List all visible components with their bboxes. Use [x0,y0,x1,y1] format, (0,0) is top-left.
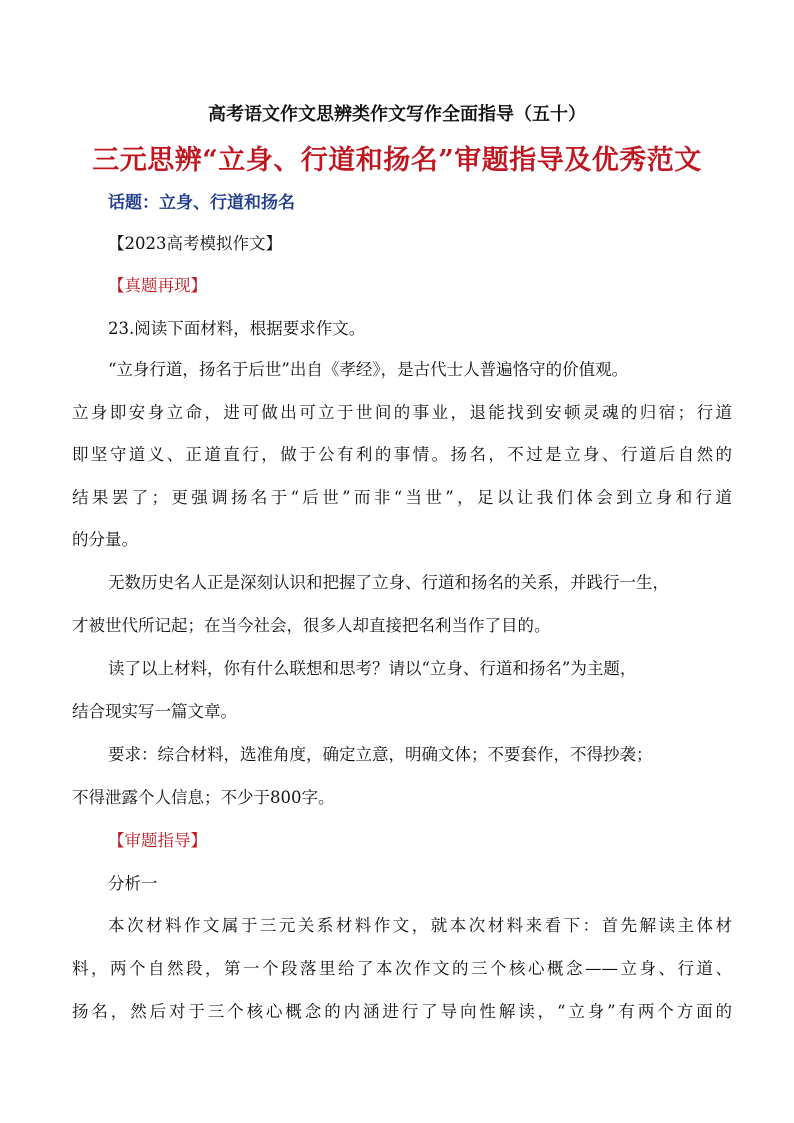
mock-exam-tag: 【2023高考模拟作文】 [108,234,282,253]
page-title: 高考语文作文思辨类作文写作全面指导（五十） [208,104,586,125]
question-intro: 23.阅读下面材料，根据要求作文。 [108,319,366,338]
section-real-question: 【真题再现】 [108,276,207,295]
requirement-line: 要求：综合材料，选准角度，确定立意，明确文体；不要套作，不得抄袭； [108,745,653,764]
material2-line: 才被世代所记起；在当今社会，很多人却直接把名利当作了目的。 [72,616,551,635]
analysis-line: 扬名，然后对于三个核心概念的内涵进行了导向性解读，“立身”有两个方面的 [72,1002,732,1021]
page-subtitle: 三元思辨“立身、行道和扬名”审题指导及优秀范文 [92,145,702,176]
material-line: “立身行道，扬名于后世”出自《孝经》，是古代士人普遍恪守的价值观。 [108,360,629,379]
prompt-line: 结合现实写一篇文章。 [72,702,237,721]
analysis-heading: 分析一 [108,874,158,893]
material-line: 即坚守道义、正道直行，做于公有利的事情。扬名，不过是立身、行道后自然的 [72,445,732,464]
material-line: 的分量。 [72,530,138,549]
requirement-line: 不得泄露个人信息；不少于800字。 [72,788,335,807]
material-line: 结果罢了；更强调扬名于“后世”而非“当世”，足以让我们体会到立身和行道 [72,488,732,507]
prompt-line: 读了以上材料，你有什么联想和思考？请以“立身、行道和扬名”为主题， [108,659,637,678]
material2-line: 无数历史名人正是深刻认识和把握了立身、行道和扬名的关系，并践行一生， [108,573,669,592]
material-line: 立身即安身立命，进可做出可立于世间的事业，退能找到安顿灵魂的归宿；行道 [72,403,732,422]
section-guide: 【审题指导】 [108,831,207,850]
analysis-line: 本次材料作文属于三元关系材料作文，就本次材料来看下：首先解读主体材 [108,916,732,935]
topic-line: 话题：立身、行道和扬名 [108,193,295,213]
analysis-line: 料，两个自然段，第一个段落里给了本次作文的三个核心概念——立身、行道、 [72,959,732,978]
